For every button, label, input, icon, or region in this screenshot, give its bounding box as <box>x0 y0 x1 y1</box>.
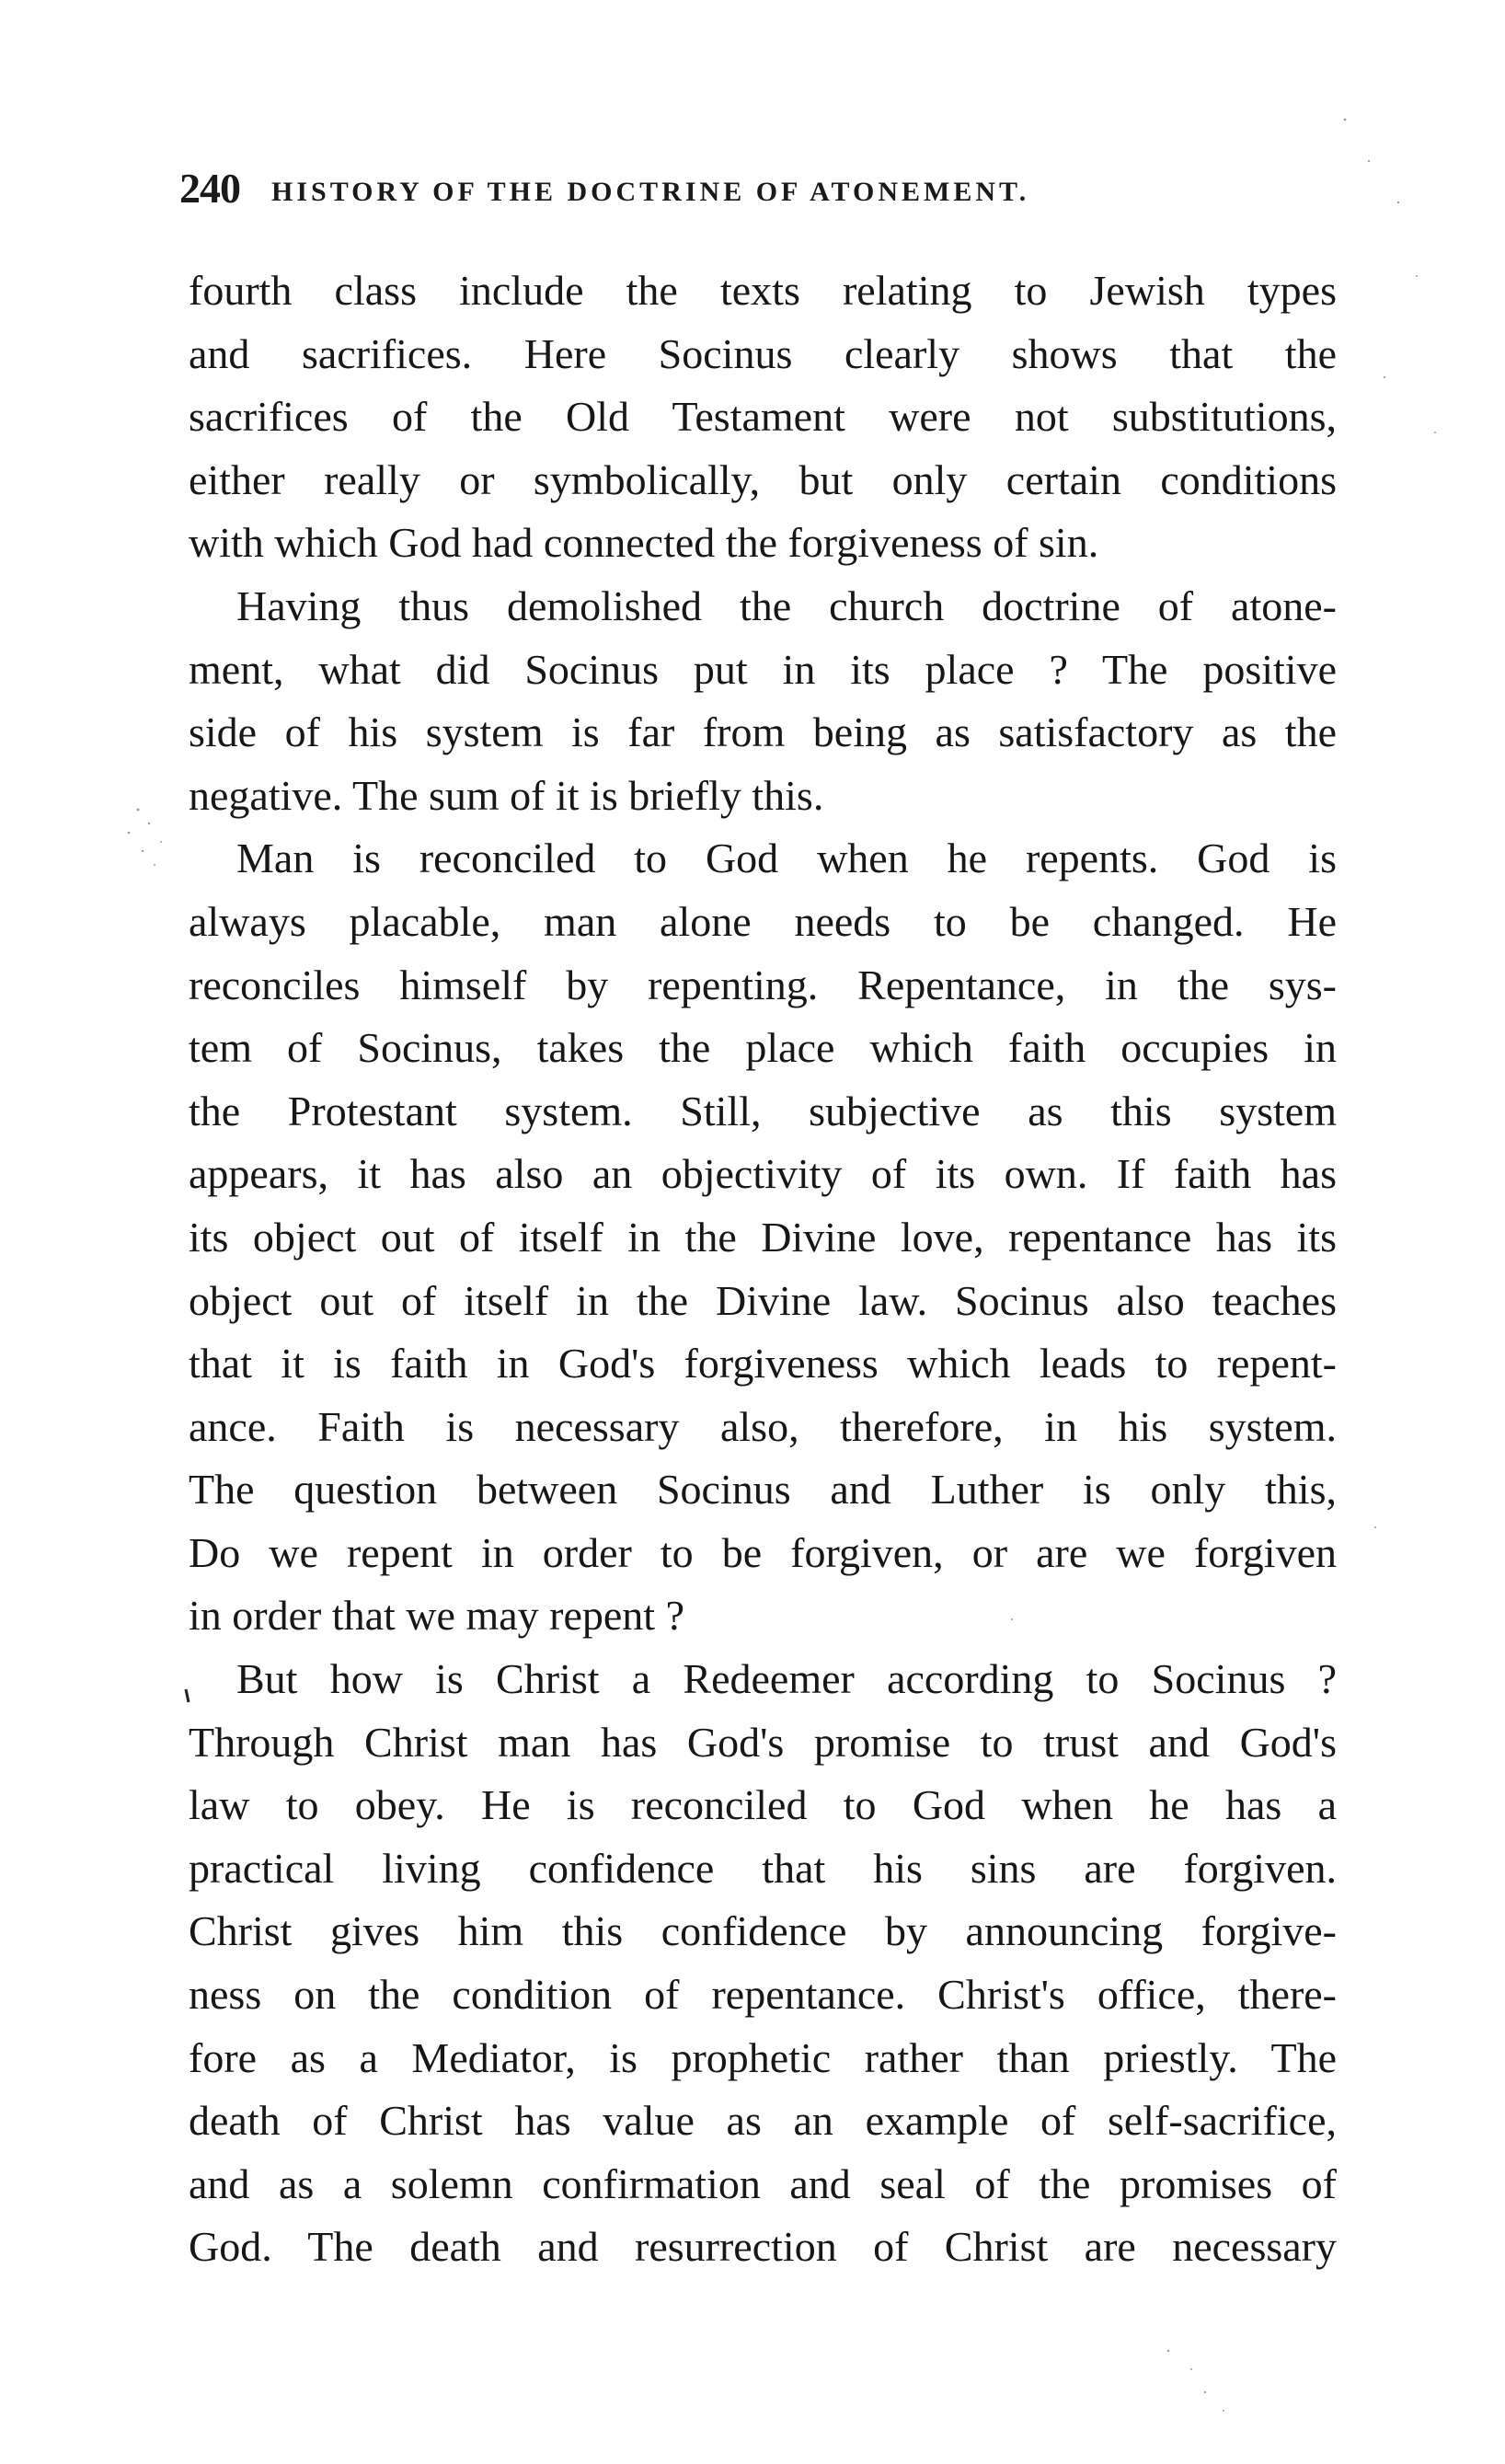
text-line: practical living confidence that his sins are forgiven. <box>189 1844 1337 1892</box>
running-title: HISTORY OF THE DOCTRINE OF ATONEMENT. <box>271 177 1030 207</box>
text-line: that it is faith in God's forgiveness which leads to repent- <box>189 1340 1337 1387</box>
page-number: 240 <box>179 165 240 212</box>
text-line: Through Christ man has God's promise to trust and God's <box>189 1718 1337 1766</box>
text-line: in order that we may repent ? <box>189 1592 684 1640</box>
text-line: The question between Socinus and Luther is only this, <box>189 1466 1337 1514</box>
text-line: Christ gives him this confidence by announcing forgive- <box>189 1907 1337 1955</box>
text-line: fourth class include the texts relating to Jewish types <box>189 267 1337 314</box>
text-line: the Protestant system. Still, subjective as this system <box>189 1087 1337 1134</box>
text-line: and as a solemn confirmation and seal of the promises of <box>189 2159 1337 2207</box>
text-line: ance. Faith is necessary also, therefore, in his system. <box>189 1402 1337 1450</box>
text-line: with which God had connected the forgiveness of sin. <box>189 519 1099 567</box>
running-head <box>179 164 1375 219</box>
text-line: tem of Socinus, takes the place which faith occupies in <box>189 1024 1337 1072</box>
text-line: death of Christ has value as an example of self-sacrifice, <box>189 2097 1337 2145</box>
text-line: always placable, man alone needs to be changed. He <box>189 897 1337 945</box>
text-line: its object out of itself in the Divine love, repentance has its <box>189 1213 1337 1261</box>
text-line: object out of itself in the Divine law. Socinus also teaches <box>189 1276 1337 1324</box>
paragraph-first-line: But how is Christ a Redeemer according to Socinus ? <box>236 1655 1337 1703</box>
text-line: negative. The sum of it is briefly this. <box>189 771 824 819</box>
text-line: and sacrifices. Here Socinus clearly shows that the <box>189 329 1337 377</box>
text-line: Do we repent in order to be forgiven, or are we forgiven <box>189 1528 1337 1576</box>
paragraph-first-line: Man is reconciled to God when he repents. God is <box>236 835 1337 882</box>
text-line: fore as a Mediator, is prophetic rather than priestly. The <box>189 2033 1337 2081</box>
text-line: law to obey. He is reconciled to God when he has a <box>189 1781 1337 1829</box>
text-line: sacrifices of the Old Testament were not substitutions, <box>189 393 1337 441</box>
text-line: either really or symbolically, but only certain conditions <box>189 455 1337 503</box>
body-text <box>189 259 1337 2279</box>
paragraph-first-line: Having thus demolished the church doctrine of atone- <box>236 581 1337 629</box>
text-line: side of his system is far from being as satisfactory as the <box>189 708 1337 756</box>
text-line: ness on the condition of repentance. Christ's office, there- <box>189 1971 1337 2019</box>
text-line: reconciles himself by repenting. Repentance, in the sys- <box>189 961 1337 1008</box>
text-line: appears, it has also an objectivity of its own. If faith has <box>189 1150 1337 1198</box>
text-line: God. The death and resurrection of Christ are necessary <box>189 2223 1337 2271</box>
text-line: ment, what did Socinus put in its place ? The positive <box>189 645 1337 693</box>
